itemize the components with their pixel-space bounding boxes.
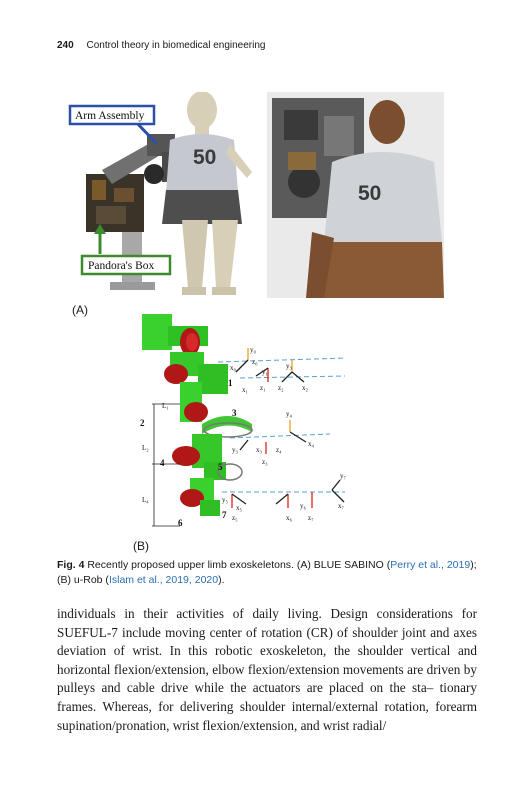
frame-label: z₄ [276, 446, 282, 454]
frame-label: x₆ [286, 514, 292, 522]
frame-label: y₁ [262, 368, 268, 376]
joint-number: 5 [218, 462, 223, 472]
frame-label: y₃ [232, 446, 238, 454]
joint-number: 7 [222, 510, 227, 520]
frame-label: x₁ [242, 386, 248, 394]
joint-number: 2 [140, 418, 145, 428]
caption-fig-label: Fig. 4 [57, 559, 85, 571]
link-label: L₂ [142, 444, 149, 452]
figure-caption [57, 558, 477, 588]
caption-text: (B) u-Rob ( [57, 574, 109, 586]
frame-label: y₇ [340, 472, 346, 480]
frame-label: z₃ [262, 458, 268, 466]
citation-link[interactable]: Islam et al., 2019, 2020 [108, 574, 219, 586]
link-label: L₁ [162, 402, 169, 410]
figure-panel-b [140, 312, 358, 542]
frame-label: x₂ [302, 384, 308, 392]
body-paragraph [57, 605, 477, 735]
frame-label: x₃ [256, 446, 262, 454]
jersey-number-left: 50 [193, 146, 217, 169]
frame-label: y₀ [250, 346, 256, 354]
jersey-number-right: 50 [358, 182, 382, 205]
arm-assembly-callout: Arm Assembly [75, 110, 145, 122]
link-dimensions [152, 404, 180, 526]
caption-text: Recently proposed upper limb exoskeletons. (A) BLUE SABINO ( [84, 559, 391, 571]
joint-number: 6 [178, 518, 183, 528]
joint-number: 1 [228, 378, 233, 388]
frame-label: y₅ [222, 496, 228, 504]
running-title: Control theory in biomedical engineering [86, 40, 266, 51]
pandoras-box-callout: Pandora's Box [88, 260, 155, 272]
page-number: 240 [57, 40, 74, 51]
panel-a-label: (A) [72, 303, 88, 317]
frame-label: y₄ [286, 410, 292, 418]
frame-label: z₀ [252, 358, 258, 366]
caption-text: ); [470, 559, 477, 571]
joint-number: 4 [160, 458, 165, 468]
link-label: L₄ [142, 496, 149, 504]
frame-label: x₅ [236, 504, 242, 512]
body-text: individuals in their activities of daily living. Design considerations for SUEFUL-7 include moving center of rotation (CR) of shoulder joint and axes deviation of wrist. In this robotic exoskeleton, the shoulder vertical and horizontal flexion/extension, elbow flexion/extension movements are driven by pulleys and cable drive while the actuators are placed on the sta– tionary frames. Whereas, for delivering shoulder internal/external rotation, forearm supination/pronation, wrist flexion/extension, and wrist radial/ [57, 606, 477, 733]
figure-panel-a [62, 92, 444, 298]
frame-label: x₄ [308, 440, 314, 448]
panel-b-label: (B) [133, 539, 149, 553]
citation-link[interactable]: Perry et al., 2019 [390, 559, 471, 571]
frame-label: z₂ [278, 384, 284, 392]
joint-number: 3 [232, 408, 237, 418]
frame-label: y₆ [300, 502, 306, 510]
running-header [57, 40, 265, 51]
frame-label: x₇ [338, 502, 344, 510]
caption-text: ). [218, 574, 225, 586]
frame-label: z₅ [232, 514, 238, 522]
frame-label: z₁ [260, 384, 266, 392]
frame-label: y₃ [286, 362, 292, 370]
frame-label: x₀ [230, 364, 236, 372]
frame-label: z₇ [308, 514, 314, 522]
